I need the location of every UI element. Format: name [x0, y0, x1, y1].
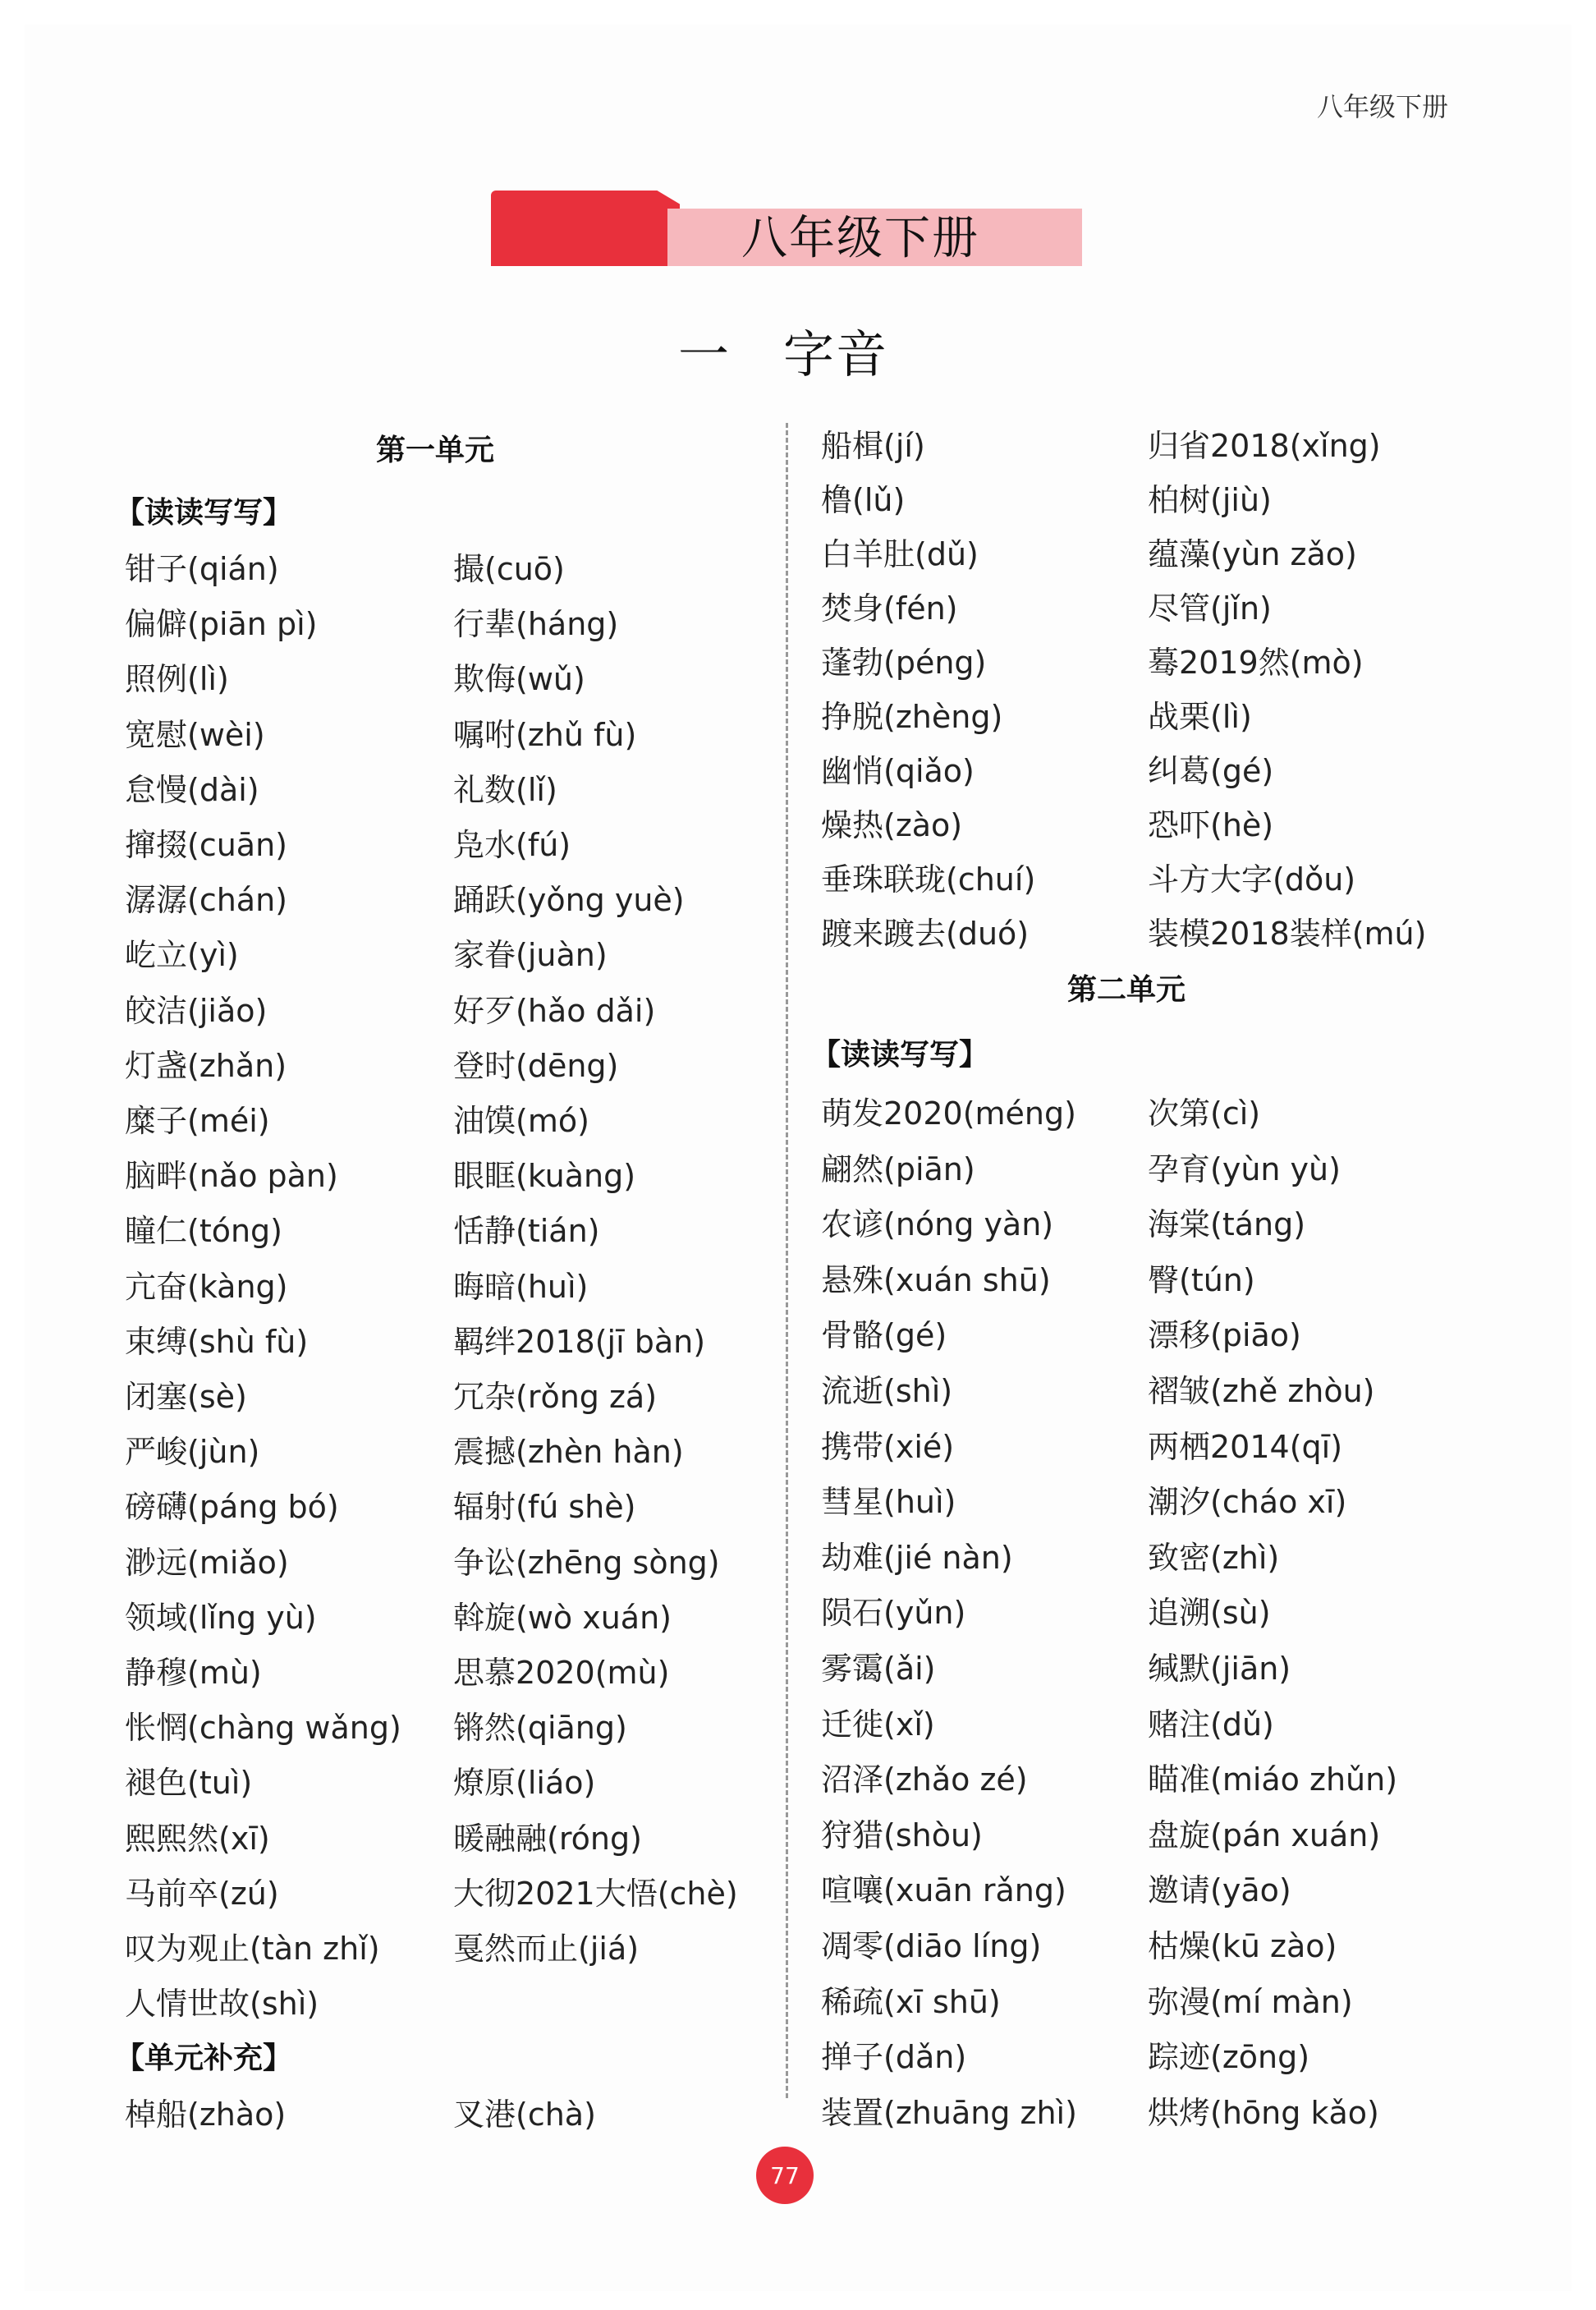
vocab-entry: 争讼(zhēng sòng) [453, 1544, 720, 1581]
vocab-entry: 思慕2020(mù) [453, 1655, 670, 1691]
vocab-entry: 陨石(yǔn) [821, 1595, 966, 1632]
vocab-entry: 沼泽(zhǎo zé) [821, 1761, 1028, 1798]
vocab-entry: 蓬勃(péng) [821, 645, 987, 681]
vocab-entry: 褪色(tuì) [125, 1765, 253, 1802]
vocab-entry: 熙熙然(xī) [125, 1820, 270, 1857]
vocab-entry: 装模2018装样(mú) [1148, 916, 1427, 952]
section-title: 一 字音 [678, 324, 889, 384]
vocab-entry: 踪迹(zōng) [1148, 2039, 1310, 2076]
vocab-entry: 装置(zhuāng zhì) [821, 2094, 1077, 2131]
vocab-entry: 邀请(yāo) [1148, 1872, 1291, 1909]
vocab-entry: 怅惘(chàng wǎng) [125, 1710, 401, 1747]
vocab-entry: 磅礴(páng bó) [125, 1489, 339, 1526]
vocab-entry: 海棠(táng) [1148, 1206, 1306, 1243]
vocab-entry: 柏树(jiù) [1148, 482, 1272, 518]
page-number-badge: 77 [756, 2147, 814, 2204]
vocab-entry: 狩猎(shòu) [821, 1816, 983, 1853]
vocab-entry: 尽管(jǐn) [1148, 590, 1272, 627]
column-divider [786, 423, 788, 2098]
vocab-entry: 白羊肚(dǔ) [821, 536, 979, 572]
vocab-entry: 弥漫(mí màn) [1148, 1983, 1353, 2020]
vocab-entry: 好歹(hǎo dǎi) [453, 992, 656, 1029]
vocab-entry: 静穆(mù) [125, 1655, 262, 1691]
vocab-entry: 辐射(fú shè) [453, 1489, 636, 1526]
heading-read-write-1: 【读读写写】 [115, 496, 293, 530]
vocab-entry: 橹(lǔ) [821, 482, 906, 518]
vocab-entry: 挣脱(zhèng) [821, 699, 1003, 735]
vocab-entry: 稀疏(xī shū) [821, 1983, 1001, 2020]
vocab-entry: 束缚(shù fù) [125, 1323, 309, 1360]
vocab-entry: 褶皱(zhě zhòu) [1148, 1373, 1375, 1409]
vocab-entry: 翩然(piān) [821, 1150, 975, 1187]
vocab-entry: 彗星(huì) [821, 1484, 956, 1521]
vocab-entry: 蓦2019然(mò) [1148, 645, 1364, 681]
vocab-entry: 凋零(diāo líng) [821, 1928, 1042, 1964]
vocab-entry: 臀(tún) [1148, 1261, 1255, 1298]
vocab-entry: 眼眶(kuàng) [453, 1158, 636, 1195]
vocab-entry: 锵然(qiāng) [453, 1710, 627, 1747]
vocab-entry: 战栗(lì) [1148, 699, 1252, 735]
banner-title: 八年级下册 [741, 212, 979, 265]
vocab-entry: 枯燥(kū zào) [1148, 1928, 1337, 1964]
vocab-entry: 追溯(sù) [1148, 1595, 1271, 1632]
vocab-entry: 两栖2014(qī) [1148, 1428, 1343, 1465]
vocab-entry: 缄默(jiān) [1148, 1651, 1291, 1687]
vocab-entry: 致密(zhì) [1148, 1539, 1280, 1576]
vocab-entry: 行辈(háng) [453, 606, 619, 643]
vocab-entry: 皎洁(jiǎo) [125, 992, 268, 1029]
vocab-entry: 人情世故(shì) [125, 1986, 319, 2023]
vocab-entry: 叹为观止(tàn zhǐ) [125, 1931, 380, 1967]
vocab-entry: 携带(xié) [821, 1428, 955, 1465]
vocab-entry: 烘烤(hōng kǎo) [1148, 2094, 1379, 2131]
vocab-entry: 油馍(mó) [453, 1103, 589, 1139]
vocab-entry: 踊跃(yǒng yuè) [453, 882, 685, 919]
heading-unit-supplement: 【单元补充】 [115, 2041, 293, 2075]
supplement-entry: 棹船(zhào) [125, 2096, 287, 2133]
vocab-entry: 瞄准(miáo zhǔn) [1148, 1761, 1398, 1798]
vocab-entry: 漂移(piāo) [1148, 1317, 1301, 1354]
grade-banner [491, 191, 1082, 266]
vocab-entry: 农谚(nóng yàn) [821, 1206, 1054, 1243]
vocab-entry: 撺掇(cuān) [125, 827, 287, 863]
vocab-entry: 灯盏(zhǎn) [125, 1047, 287, 1084]
vocab-entry: 盘旋(pán xuán) [1148, 1816, 1381, 1853]
vocab-entry: 流逝(shì) [821, 1373, 953, 1409]
vocab-entry: 船楫(jí) [821, 428, 925, 464]
vocab-entry: 家眷(juàn) [453, 937, 608, 974]
vocab-entry: 马前卒(zú) [125, 1875, 279, 1912]
vocab-entry: 屹立(yì) [125, 937, 239, 974]
vocab-entry: 燎原(liáo) [453, 1765, 596, 1802]
vocab-entry: 震撼(zhèn hàn) [453, 1434, 684, 1471]
heading-read-write-2: 【读读写写】 [811, 1038, 989, 1072]
vocab-entry: 斡旋(wò xuán) [453, 1599, 672, 1636]
vocab-entry: 戛然而止(jiá) [453, 1931, 640, 1967]
vocab-entry: 撮(cuō) [453, 551, 565, 587]
vocab-entry: 恐吓(hè) [1148, 807, 1274, 843]
vocab-entry: 亢奋(kàng) [125, 1268, 288, 1305]
vocab-entry: 燥热(zào) [821, 807, 963, 843]
vocab-entry: 晦暗(huì) [453, 1268, 589, 1305]
vocab-entry: 闭塞(sè) [125, 1379, 247, 1415]
vocab-entry: 领域(lǐng yù) [125, 1599, 317, 1636]
vocab-entry: 怠慢(dài) [125, 771, 259, 808]
vocab-entry: 萌发2020(méng) [821, 1095, 1076, 1132]
vocab-entry: 暖融融(róng) [453, 1820, 642, 1857]
vocab-entry: 宽慰(wèi) [125, 716, 265, 753]
vocab-entry: 垂珠联珑(chuí) [821, 861, 1036, 898]
vocab-entry: 渺远(miǎo) [125, 1544, 289, 1581]
vocab-entry: 焚身(fén) [821, 590, 958, 627]
vocab-entry: 登时(dēng) [453, 1047, 619, 1084]
unit-title-2: 第二单元 [1067, 972, 1186, 1007]
vocab-entry: 严峻(jùn) [125, 1434, 260, 1471]
vocab-entry: 潮汐(cháo xī) [1148, 1484, 1347, 1521]
vocab-entry: 脑畔(nǎo pàn) [125, 1158, 338, 1195]
vocab-entry: 凫水(fú) [453, 827, 571, 863]
banner-red-block [491, 191, 680, 266]
vocab-entry: 纠葛(gé) [1148, 753, 1274, 789]
vocab-entry: 羁绊2018(jī bàn) [453, 1323, 706, 1360]
vocab-entry: 劫难(jié nàn) [821, 1539, 1013, 1576]
vocab-entry: 喧嚷(xuān rǎng) [821, 1872, 1066, 1909]
vocab-entry: 瞳仁(tóng) [125, 1213, 283, 1250]
vocab-entry: 悬殊(xuán shū) [821, 1261, 1051, 1298]
vocab-entry: 赌注(dǔ) [1148, 1706, 1274, 1743]
vocab-entry: 嘱咐(zhǔ fù) [453, 716, 637, 753]
vocab-entry: 掸子(dǎn) [821, 2039, 967, 2076]
vocab-entry: 迁徙(xǐ) [821, 1706, 935, 1743]
vocab-entry: 幽悄(qiǎo) [821, 753, 975, 789]
vocab-entry: 礼数(lǐ) [453, 771, 557, 808]
vocab-entry: 骨骼(gé) [821, 1317, 947, 1354]
vocab-entry: 恬静(tián) [453, 1213, 600, 1250]
vocab-entry: 照例(lì) [125, 661, 229, 698]
vocab-entry: 次第(cì) [1148, 1095, 1261, 1132]
vocab-entry: 雾霭(ǎi) [821, 1651, 936, 1687]
running-header: 八年级下册 [1316, 91, 1448, 122]
vocab-entry: 糜子(méi) [125, 1103, 270, 1139]
unit-title-1: 第一单元 [376, 433, 495, 467]
vocab-entry: 踱来踱去(duó) [821, 916, 1030, 952]
vocab-entry: 斗方大字(dǒu) [1148, 861, 1356, 898]
vocab-entry: 大彻2021大悟(chè) [453, 1875, 738, 1912]
vocab-entry: 归省2018(xǐng) [1148, 428, 1381, 464]
vocab-entry: 冗杂(rǒng zá) [453, 1379, 658, 1415]
vocab-entry: 偏僻(piān pì) [125, 606, 318, 643]
supplement-entry: 叉港(chà) [453, 2096, 596, 2133]
vocab-entry: 孕育(yùn yù) [1148, 1150, 1341, 1187]
vocab-entry: 潺潺(chán) [125, 882, 287, 919]
vocab-entry: 蕴藻(yùn zǎo) [1148, 536, 1357, 572]
vocab-entry: 钳子(qián) [125, 551, 279, 587]
vocab-entry: 欺侮(wǔ) [453, 661, 585, 698]
